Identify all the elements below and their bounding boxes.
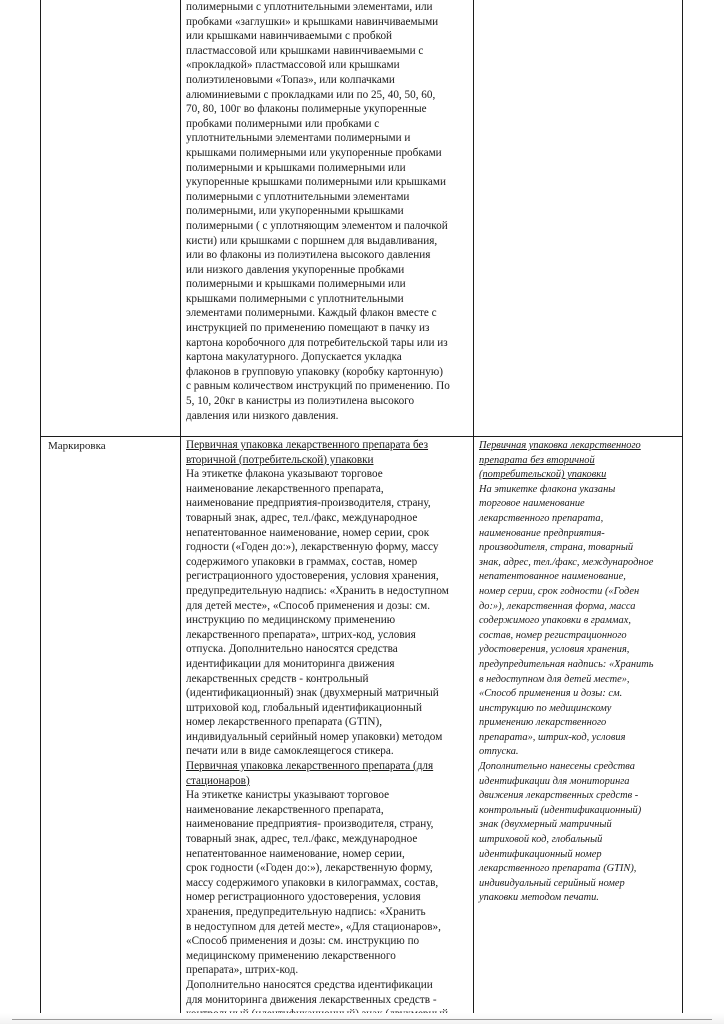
text-line: массу содержимого упаковки в килограммах, состав,: [186, 876, 439, 889]
text-line: картона макулатурного. Допускается укладка: [186, 351, 402, 364]
marking-actual-text: [479, 439, 677, 906]
text-line: 70, 80, 100г во флаконы полимерные укупоренные: [186, 103, 427, 116]
heading-line: (потребительской) упаковки: [479, 469, 607, 481]
text-line: срок годности («Годен до:»), лекарственную форму,: [186, 862, 433, 875]
text-line: наименование лекарственного препарата,: [186, 803, 384, 816]
text-line: штриховой код, глобальный идентификационный: [186, 701, 422, 714]
text-line: пробками полимерными или пробками с: [186, 117, 380, 130]
text-line: регистрационного удостоверения, условия хранения,: [186, 570, 439, 583]
text-line: элементами полимерными. Каждый флакон вместе с: [186, 307, 437, 320]
text-line: Дополнительно наносятся средства идентификации: [186, 978, 433, 991]
text-line: препарата», штрих-код.: [186, 964, 299, 977]
text-line: укупоренные крышками полимерными или крышками: [186, 176, 446, 189]
right-section-body: [479, 483, 677, 906]
text-line: препарата», штрих-код, условия: [479, 731, 626, 743]
text-line: крышками полимерными или укупоренные пробками: [186, 146, 442, 159]
text-line: наименование предприятия-производителя, страну,: [186, 497, 431, 510]
text-line: пробками «заглушки» и крышками навинчиваемыми: [186, 15, 439, 28]
text-line: Дополнительно нанесены средства: [479, 761, 635, 773]
text-line: с равным количеством инструкций по применению. По: [186, 380, 450, 393]
text-line: лекарственного препарата (GTIN),: [479, 863, 637, 875]
text-line: отпуска. Дополнительно наносятся средства: [186, 643, 398, 656]
section-heading-hospital-packaging: [186, 759, 470, 788]
text-line: На этикетке флакона указаны: [479, 483, 616, 495]
text-line: полимерными и крышками полимерными или: [186, 278, 406, 291]
section-body-primary-packaging: [186, 467, 470, 759]
heading-line: Первичная упаковка лекарственного препарата без: [186, 439, 429, 451]
text-line: до:»), лекарственная форма, масса: [479, 600, 636, 612]
packaging-continuation-text: [186, 0, 470, 423]
text-line: «Способ применения и дозы: см.: [479, 688, 623, 700]
text-line: номер лекарственного препарата (GTIN),: [186, 716, 383, 729]
text-line: или крышками навинчиваемыми с пробкой: [186, 30, 393, 43]
text-line: торговое наименование: [479, 498, 585, 510]
text-line: знак (двухмерный матричный: [479, 819, 612, 831]
section-heading-primary-packaging: [186, 438, 470, 467]
text-line: крышками полимерными с уплотнительными: [186, 292, 404, 305]
text-line: движения лекарственных средств -: [479, 790, 639, 802]
table-border-col1: [180, 0, 181, 1016]
heading-line: вторичной (потребительской) упаковки: [186, 453, 374, 466]
scan-artifact-line: [12, 1019, 712, 1020]
text-line: лекарственного препарата», штрих-код, условия: [186, 628, 416, 641]
table-border-right: [682, 0, 683, 1016]
text-line: удостоверения, условия хранения,: [479, 644, 630, 656]
text-line: полиэтиленовыми «Топаз», или колпачками: [186, 73, 395, 86]
text-line: наименование предприятия- производителя, страну,: [186, 818, 434, 831]
text-line: для детей месте», «Способ применения и дозы: см.: [186, 599, 431, 612]
text-line: знак, адрес, тел./факс, международное: [479, 556, 654, 568]
text-line: лекарственного препарата,: [479, 512, 604, 524]
text-line: 5, 10, 20кг в канистры из полиэтилена высокого: [186, 395, 415, 408]
text-line: номер регистрационного удостоверения, условия: [186, 891, 421, 904]
text-line: На этикетке флакона указывают торговое: [186, 468, 383, 481]
text-line: картона коробочного для потребительской тары или из: [186, 336, 448, 349]
text-line: полимерными ( с уплотняющим элементом и палочкой: [186, 219, 448, 232]
text-line: давления или низкого давления.: [186, 409, 339, 422]
marking-requirements-text: [186, 438, 470, 1022]
heading-line: Первичная упаковка лекарственного препарата (для: [186, 760, 434, 773]
text-line: полимерными с уплотнительными элементами, или: [186, 1, 433, 13]
text-line: товарный знак, адрес, тел./факс, международное: [186, 833, 418, 846]
text-line: непатентованное наименование, номер серии, срок: [186, 526, 430, 539]
text-line: предупредительную надпись: «Хранить в недоступном: [186, 584, 449, 597]
text-line: индивидуальный серийный номер: [479, 877, 625, 889]
text-line: идентификационный номер: [479, 848, 602, 860]
section-body-hospital-packaging: [186, 788, 470, 1022]
text-line: содержимого упаковки в граммах, состав, номер: [186, 555, 418, 568]
text-line: инструкцию по медицинскому применению: [186, 614, 396, 627]
right-section-heading: [479, 439, 677, 483]
text-line: полимерными с уплотнительными элементами: [186, 190, 410, 203]
text-line: наименование предприятия-: [479, 527, 605, 539]
text-line: хранения, предупредительную надпись: «Хранить: [186, 906, 426, 918]
heading-line: Первичная упаковка лекарственного: [479, 440, 641, 451]
text-line: индивидуальный серийный номер упаковки) методом: [186, 730, 443, 743]
text-line: кисти) или крышками с поршнем для выдавливания,: [186, 234, 438, 247]
text-line: инструкцией по применению помещают в пачку из: [186, 322, 430, 335]
text-line: товарный знак, адрес, тел./факс, международное: [186, 511, 418, 524]
text-line: непатентованное наименование,: [479, 571, 626, 583]
table-border-left: [40, 0, 41, 1016]
text-line: годности («Годен до:»), лекарственную форму, массу: [186, 541, 439, 554]
table-border-col2: [473, 0, 474, 1016]
text-line: состав, номер регистрационного: [479, 629, 627, 641]
text-line: «прокладкой» пластмассовой или крышками: [186, 59, 400, 72]
text-line: производителя, страна, товарный: [479, 542, 634, 554]
text-line: лекарственных средств - контрольный: [186, 672, 369, 685]
text-line: На этикетке канистры указывают торговое: [186, 789, 390, 802]
text-line: полимерными и крышками полимерными или: [186, 161, 406, 174]
text-line: наименование лекарственного препарата,: [186, 482, 384, 495]
text-line: идентификации для мониторинга движения: [186, 657, 395, 670]
text-line: содержимого упаковки в граммах,: [479, 615, 631, 627]
text-line: штриховой код, глобальный: [479, 834, 603, 846]
text-line: непатентованное наименование, номер серии,: [186, 847, 405, 860]
text-line: печати или в виде самоклеящегося стикера.: [186, 745, 394, 758]
text-line: медицинскому применению лекарственного: [186, 949, 396, 962]
heading-line: препарата без вторичной: [479, 454, 595, 466]
heading-line: стационаров): [186, 774, 250, 787]
text-line: или во флаконы из полиэтилена высокого давления: [186, 249, 431, 262]
text-line: применению лекарственного: [479, 717, 607, 729]
text-line: алюминиевыми с прокладками или по 25, 40, 50, 60,: [186, 88, 436, 101]
text-line: упаковки методом печати.: [479, 892, 599, 904]
text-line: флаконов в групповую упаковку (коробку картонную): [186, 365, 443, 378]
text-line: для мониторинга движения лекарственных средств -: [186, 993, 437, 1006]
text-line: полимерными, или укупоренными крышками: [186, 205, 404, 218]
text-line: инструкцию по медицинскому: [479, 702, 612, 714]
text-line: в недоступном для детей месте», «Для стационаров»,: [186, 920, 441, 933]
text-line: уплотнительными элементами полимерными и: [186, 132, 411, 145]
text-line: или низкого давления укупоренные пробками: [186, 263, 405, 276]
text-line: (идентификационный) знак (двухмерный матричный: [186, 687, 439, 700]
text-line: контрольный (идентификационный): [479, 804, 642, 816]
text-line: номер серии, срок годности («Годен: [479, 585, 640, 597]
text-line: идентификации для мониторинга: [479, 775, 630, 787]
text-line: предупредительная надпись: «Хранить: [479, 658, 654, 670]
text-line: «Способ применения и дозы: см. инструкцию по: [186, 935, 420, 948]
row-label-marking: Маркировка: [48, 440, 106, 452]
text-line: пластмассовой или крышками навинчиваемыми с: [186, 44, 424, 57]
text-line: отпуска.: [479, 746, 519, 758]
text-line: в недоступном для детей месте»,: [479, 673, 630, 685]
